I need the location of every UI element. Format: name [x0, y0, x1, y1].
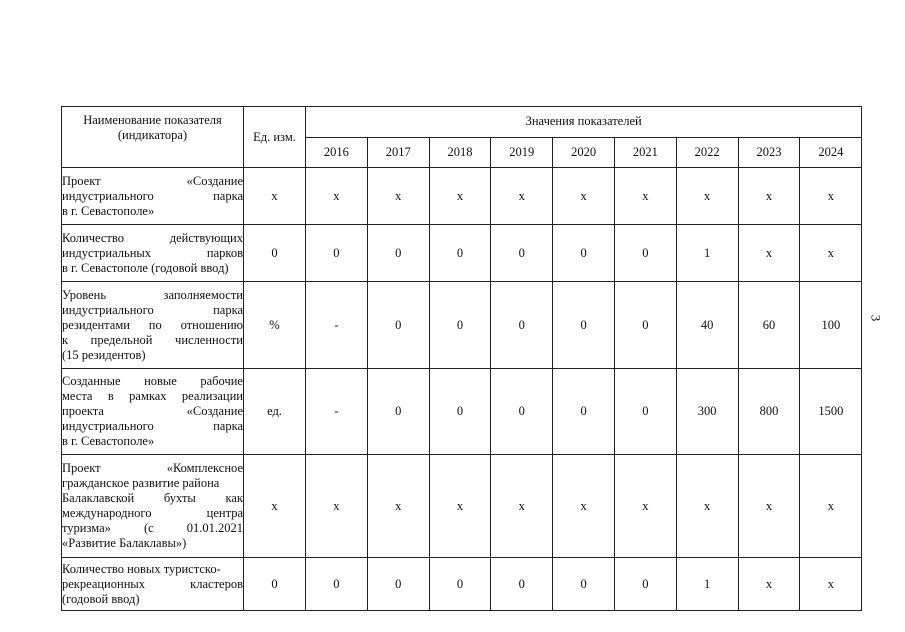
value-cell-2017: х: [367, 455, 429, 558]
indicator-name-cell: [62, 282, 244, 369]
header-year: 2016: [306, 137, 368, 168]
table-row: [62, 558, 862, 611]
indicator-name-word: численности: [175, 332, 243, 347]
indicator-name-word: в г. Севастополе»: [62, 434, 155, 448]
indicator-name-cell: [62, 168, 244, 225]
indicator-name-line: [62, 288, 243, 303]
value-cell-2016: -: [306, 282, 368, 369]
header-year: 2024: [800, 137, 862, 168]
unit-cell: 0: [244, 558, 306, 611]
indicator-name-line: [62, 389, 243, 404]
value-cell-2022: 40: [676, 282, 738, 369]
indicator-name-word: Уровень: [62, 287, 107, 302]
indicator-name-word: к: [62, 332, 69, 347]
value-cell-2022: х: [676, 455, 738, 558]
header-year: 2017: [367, 137, 429, 168]
header-values: Значения показателей: [306, 107, 862, 138]
value-cell-2021: 0: [614, 558, 676, 611]
indicator-name-word: в г. Севастополе (годовой ввод): [62, 260, 229, 275]
indicator-name-word: новые: [144, 374, 177, 388]
indicator-name-word: Количество новых туристско-: [62, 561, 221, 576]
indicator-name-word: по: [148, 317, 162, 332]
indicator-name-cell: [62, 369, 244, 455]
indicator-name-word: рекреационных: [62, 576, 146, 591]
value-cell-2024: х: [800, 168, 862, 225]
indicator-name-line: [62, 521, 243, 536]
value-cell-2017: х: [367, 168, 429, 225]
table-row: [62, 282, 862, 369]
value-cell-2022: 1: [676, 558, 738, 611]
value-cell-2017: 0: [367, 369, 429, 455]
value-cell-2019: 0: [491, 282, 553, 369]
header-year: 2021: [614, 137, 676, 168]
indicator-name-word: Балаклавской: [62, 491, 135, 505]
indicator-name-word: в: [107, 389, 114, 403]
indicator-name-word: «Создание: [186, 404, 243, 418]
header-indicator-name: [62, 107, 244, 168]
indicator-name-word: (15 резидентов): [62, 347, 146, 362]
value-cell-2019: х: [491, 455, 553, 558]
indicator-name-line: [62, 333, 243, 348]
indicator-name-word: отношению: [180, 317, 243, 332]
header-year: 2018: [429, 137, 491, 168]
indicator-name-cell: [62, 225, 244, 282]
value-cell-2017: 0: [367, 282, 429, 369]
value-cell-2023: х: [738, 455, 800, 558]
indicator-name-word: туризма»: [62, 521, 111, 535]
value-cell-2020: 0: [553, 225, 615, 282]
indicator-name-word: международного: [62, 506, 152, 520]
value-cell-2023: х: [738, 225, 800, 282]
indicator-name-word: (с: [143, 521, 154, 535]
value-cell-2017: 0: [367, 558, 429, 611]
indicator-name-line: [62, 246, 243, 261]
indicator-name-word: в г. Севастополе»: [62, 203, 155, 218]
indicator-name-word: Проект: [62, 461, 101, 475]
indicators-table: [61, 106, 862, 611]
indicator-name-word: заполняемости: [163, 287, 243, 302]
header-year: 2023: [738, 137, 800, 168]
value-cell-2023: 800: [738, 369, 800, 455]
indicator-name-line: [62, 491, 243, 506]
indicator-name-line: [62, 461, 243, 476]
value-cell-2021: 0: [614, 369, 676, 455]
value-cell-2018: х: [429, 168, 491, 225]
indicator-name-line: [62, 476, 243, 491]
indicator-name-word: рамках: [129, 389, 167, 403]
indicator-name-line: [62, 189, 243, 204]
value-cell-2023: х: [738, 558, 800, 611]
value-cell-2021: 0: [614, 282, 676, 369]
indicator-name-line: [62, 374, 243, 389]
value-cell-2019: х: [491, 168, 553, 225]
indicator-name-line: [62, 592, 243, 607]
value-cell-2019: 0: [491, 369, 553, 455]
value-cell-2018: х: [429, 455, 491, 558]
value-cell-2018: 0: [429, 369, 491, 455]
indicator-name-word: Созданные: [62, 374, 121, 388]
unit-cell: %: [244, 282, 306, 369]
table-row: [62, 168, 862, 225]
value-cell-2024: 100: [800, 282, 862, 369]
indicator-name-word: индустриального: [62, 302, 154, 317]
indicator-name-word: парка: [213, 302, 243, 317]
header-indicator-name-line2: (индикатора): [117, 128, 188, 142]
header-year: 2020: [553, 137, 615, 168]
indicator-name-line: [62, 318, 243, 333]
indicator-name-line: [62, 348, 243, 363]
table-row: [62, 455, 862, 558]
indicator-name-word: парка: [213, 188, 243, 203]
indicator-name-word: кластеров: [190, 576, 243, 591]
value-cell-2018: 0: [429, 558, 491, 611]
unit-cell: 0: [244, 225, 306, 282]
value-cell-2020: 0: [553, 282, 615, 369]
indicator-name-word: резидентами: [62, 317, 130, 332]
value-cell-2017: 0: [367, 225, 429, 282]
value-cell-2022: х: [676, 168, 738, 225]
indicator-name-word: Проект: [62, 173, 101, 188]
indicator-name-word: индустриальных: [62, 245, 152, 260]
indicator-name-word: бухты: [163, 491, 196, 505]
indicator-name-word: Количество: [62, 230, 124, 245]
value-cell-2016: х: [306, 168, 368, 225]
table-row: [62, 225, 862, 282]
table-row: [62, 369, 862, 455]
value-cell-2016: 0: [306, 558, 368, 611]
header-indicator-name-line1: Наименование показателя: [83, 113, 222, 127]
value-cell-2018: 0: [429, 225, 491, 282]
indicator-name-line: [62, 419, 243, 434]
unit-cell: х: [244, 168, 306, 225]
value-cell-2019: 0: [491, 558, 553, 611]
indicator-name-word: проекта: [62, 404, 104, 418]
value-cell-2020: х: [553, 168, 615, 225]
indicator-name-word: парка: [213, 419, 243, 433]
indicator-name-line: [62, 261, 243, 276]
unit-cell: ед.: [244, 369, 306, 455]
indicator-name-word: как: [225, 491, 243, 505]
indicator-name-line: [62, 562, 243, 577]
header-year: 2022: [676, 137, 738, 168]
indicator-name-line: [62, 174, 243, 189]
value-cell-2020: 0: [553, 558, 615, 611]
indicator-name-line: [62, 204, 243, 219]
indicator-name-word: 01.01.2021: [186, 521, 243, 535]
value-cell-2021: 0: [614, 225, 676, 282]
indicator-name-word: индустриального: [62, 188, 154, 203]
indicator-name-word: гражданское развитие района: [62, 476, 220, 490]
indicator-name-word: индустриального: [62, 419, 154, 433]
indicator-name-line: [62, 303, 243, 318]
value-cell-2021: х: [614, 455, 676, 558]
indicator-name-line: [62, 577, 243, 592]
value-cell-2016: -: [306, 369, 368, 455]
value-cell-2023: 60: [738, 282, 800, 369]
indicator-name-word: (годовой ввод): [62, 591, 140, 606]
indicator-name-word: «Развитие Балаклавы»): [62, 536, 187, 550]
value-cell-2020: х: [553, 455, 615, 558]
value-cell-2024: х: [800, 455, 862, 558]
indicator-name-word: «Создание: [186, 173, 243, 188]
indicator-name-line: [62, 231, 243, 246]
indicator-name-cell: [62, 558, 244, 611]
value-cell-2019: 0: [491, 225, 553, 282]
indicator-name-word: «Комплексное: [166, 461, 243, 475]
indicator-name-word: центра: [206, 506, 243, 520]
header-unit: Ед. изм.: [244, 107, 306, 168]
indicator-name-line: [62, 506, 243, 521]
page-number: 3: [868, 314, 884, 322]
value-cell-2022: 300: [676, 369, 738, 455]
indicator-name-word: предельной: [90, 332, 153, 347]
value-cell-2016: х: [306, 455, 368, 558]
indicator-name-word: места: [62, 389, 93, 403]
table-body: [62, 168, 862, 611]
value-cell-2024: х: [800, 225, 862, 282]
indicator-name-word: парков: [206, 245, 243, 260]
indicator-name-line: [62, 536, 243, 551]
indicator-name-line: [62, 404, 243, 419]
value-cell-2024: 1500: [800, 369, 862, 455]
value-cell-2020: 0: [553, 369, 615, 455]
unit-cell: х: [244, 455, 306, 558]
value-cell-2018: 0: [429, 282, 491, 369]
value-cell-2021: х: [614, 168, 676, 225]
indicator-name-word: реализации: [181, 389, 243, 403]
indicator-name-line: [62, 434, 243, 449]
value-cell-2022: 1: [676, 225, 738, 282]
indicator-name-cell: [62, 455, 244, 558]
header-year: 2019: [491, 137, 553, 168]
indicator-name-word: рабочие: [200, 374, 243, 388]
indicator-name-word: действующих: [169, 230, 243, 245]
value-cell-2016: 0: [306, 225, 368, 282]
value-cell-2023: х: [738, 168, 800, 225]
value-cell-2024: х: [800, 558, 862, 611]
